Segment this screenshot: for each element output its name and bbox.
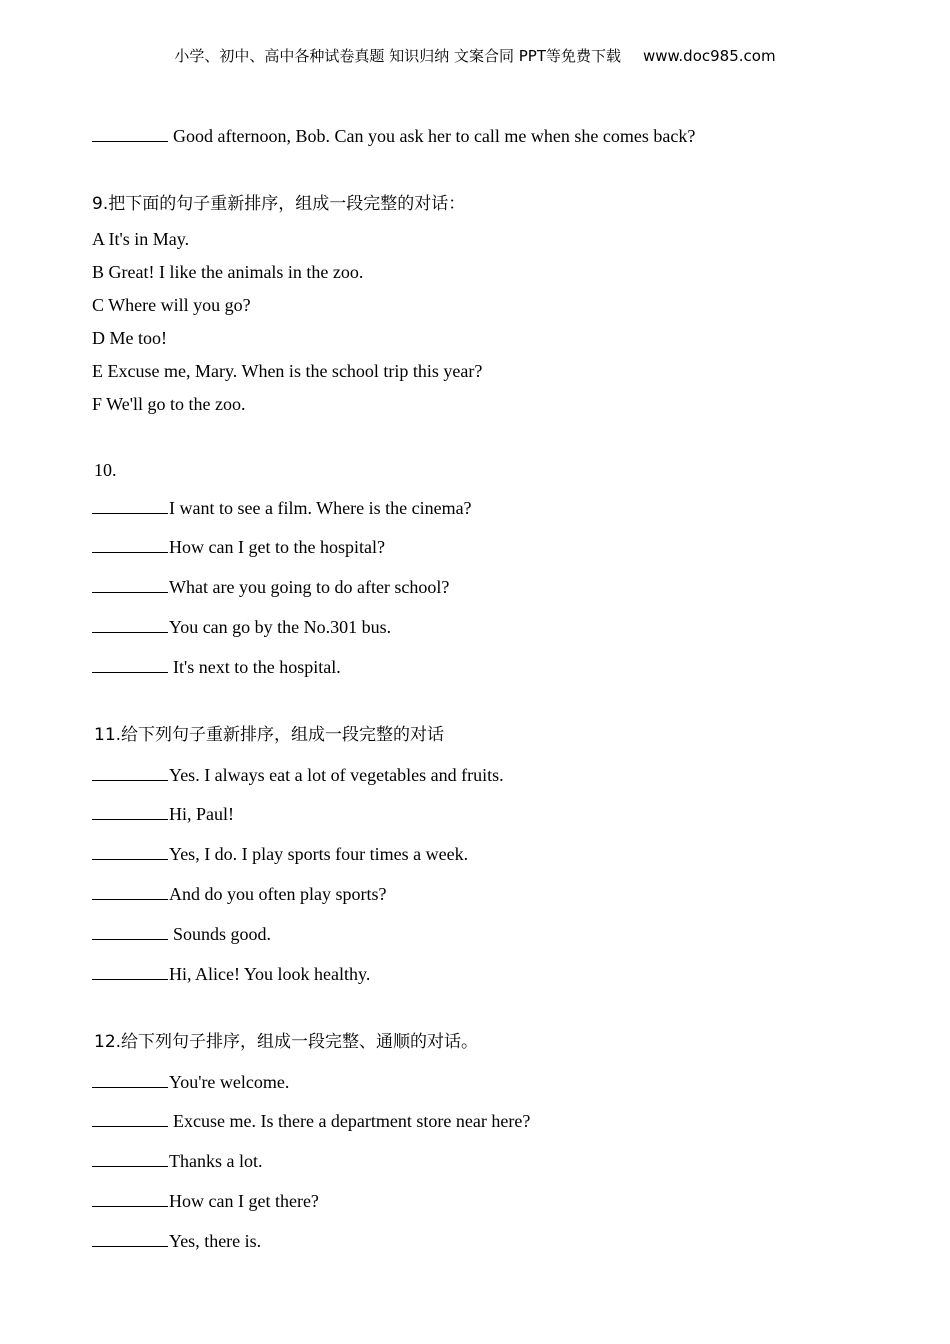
q12-line — [92, 1110, 530, 1132]
q10-line — [92, 656, 341, 678]
answer-blank[interactable] — [92, 805, 168, 820]
dialogue-text: It's next to the hospital. — [173, 657, 341, 677]
dialogue-text: What are you going to do after school? — [169, 577, 450, 597]
dialogue-text: You're welcome. — [169, 1072, 290, 1092]
dialogue-text: You can go by the No.301 bus. — [169, 617, 392, 637]
answer-blank[interactable] — [92, 1112, 168, 1127]
answer-blank[interactable] — [92, 658, 168, 673]
q9-title: 9.把下面的句子重新排序，组成一段完整的对话： — [92, 194, 466, 214]
q11-line — [92, 923, 271, 945]
q11-line — [92, 963, 370, 985]
header-text: 小学、初中、高中各种试卷真题 知识归纳 文案合同 PPT等免费下载 — [174, 47, 621, 65]
q9-option-f: F We'll go to the zoo. — [92, 394, 246, 414]
answer-blank[interactable] — [92, 1073, 168, 1088]
q11-line — [92, 843, 468, 865]
q11-line — [92, 803, 234, 825]
dialogue-text: Hi, Paul! — [169, 804, 234, 824]
q11-line — [92, 764, 504, 786]
dialogue-text: Thanks a lot. — [169, 1151, 263, 1171]
q12-line — [92, 1071, 289, 1093]
dialogue-text: Sounds good. — [173, 924, 272, 944]
q12-line — [92, 1150, 262, 1172]
q11-line — [92, 883, 386, 905]
intro-dialogue-line — [92, 125, 695, 147]
q11-title: 11.给下列句子重新排序，组成一段完整的对话 — [94, 725, 445, 745]
answer-blank[interactable] — [92, 965, 168, 980]
dialogue-text: Excuse me. Is there a department store near here? — [173, 1111, 531, 1131]
answer-blank[interactable] — [92, 538, 168, 553]
dialogue-text: Yes. I always eat a lot of vegetables and fruits. — [169, 765, 504, 785]
q9-option-a: A It's in May. — [92, 229, 190, 249]
q10-line — [92, 576, 449, 598]
answer-blank[interactable] — [92, 925, 168, 940]
dialogue-text: Hi, Alice! You look healthy. — [169, 964, 371, 984]
q9-option-e: E Excuse me, Mary. When is the school trip this year? — [92, 361, 483, 381]
answer-blank[interactable] — [92, 127, 168, 142]
answer-blank[interactable] — [92, 499, 168, 514]
q10-title: 10. — [94, 460, 117, 480]
dialogue-text: Good afternoon, Bob. Can you ask her to call me when she comes back? — [173, 126, 696, 146]
answer-blank[interactable] — [92, 1192, 168, 1207]
dialogue-text: I want to see a film. Where is the cinema? — [169, 498, 472, 518]
q9-option-b: B Great! I like the animals in the zoo. — [92, 262, 364, 282]
answer-blank[interactable] — [92, 766, 168, 781]
answer-blank[interactable] — [92, 578, 168, 593]
dialogue-text: Yes, there is. — [169, 1231, 262, 1251]
q9-option-d: D Me too! — [92, 328, 167, 348]
header-website: www.doc985.com — [642, 47, 776, 65]
dialogue-text: How can I get there? — [169, 1191, 319, 1211]
answer-blank[interactable] — [92, 845, 168, 860]
dialogue-text: Yes, I do. I play sports four times a week. — [169, 844, 469, 864]
q12-title: 12.给下列句子排序，组成一段完整、通顺的对话。 — [94, 1032, 479, 1052]
answer-blank[interactable] — [92, 1232, 168, 1247]
q10-line — [92, 616, 391, 638]
q9-option-c: C Where will you go? — [92, 295, 251, 315]
answer-blank[interactable] — [92, 885, 168, 900]
q10-line — [92, 497, 472, 519]
page-header — [0, 45, 950, 66]
answer-blank[interactable] — [92, 1152, 168, 1167]
answer-blank[interactable] — [92, 618, 168, 633]
dialogue-text: And do you often play sports? — [169, 884, 387, 904]
q12-line — [92, 1230, 261, 1252]
q10-line — [92, 536, 385, 558]
q12-line — [92, 1190, 319, 1212]
dialogue-text: How can I get to the hospital? — [169, 537, 385, 557]
